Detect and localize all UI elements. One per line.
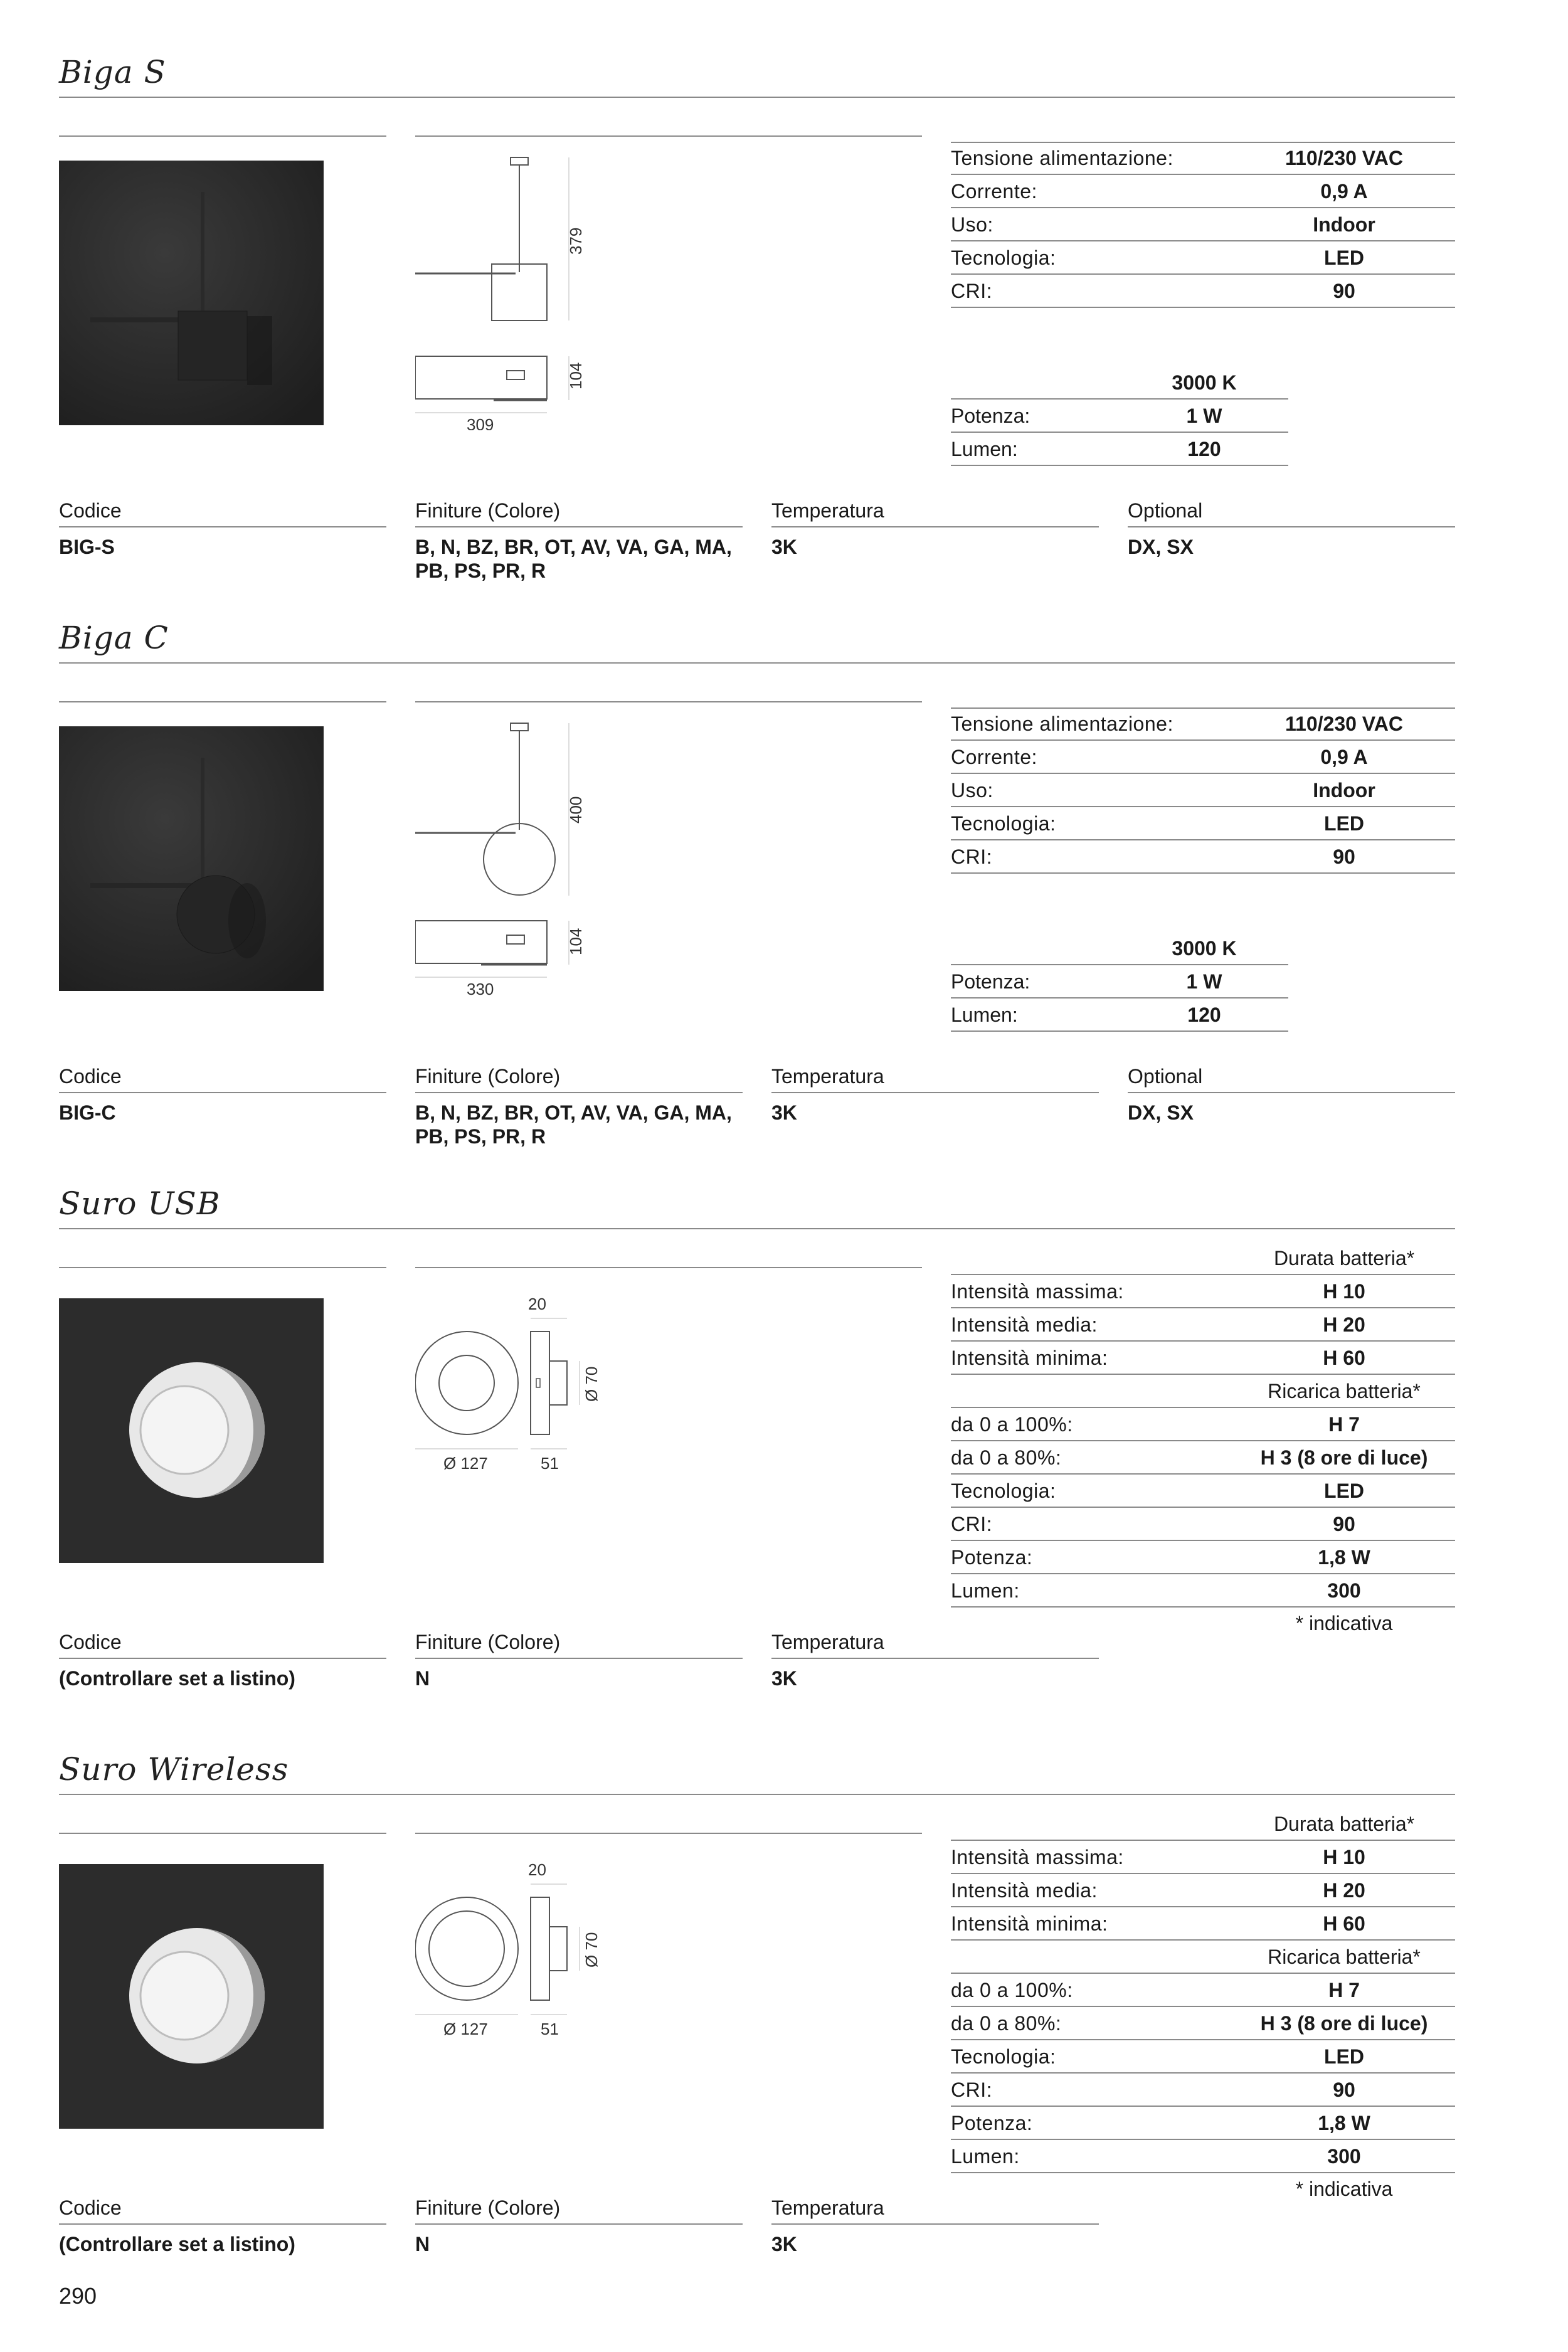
column-rule — [415, 701, 922, 702]
power-header-row — [951, 366, 1288, 400]
column-rule — [415, 1267, 922, 1268]
spec-label: Corrente: — [951, 746, 1037, 768]
info-header: Temperatura — [771, 2196, 1099, 2225]
info-column-temperature — [771, 1065, 1099, 1125]
dimension-depth: 51 — [541, 1454, 559, 1473]
spec-row — [951, 2107, 1455, 2140]
spec-label: Tecnologia: — [951, 1480, 1056, 1502]
info-value: 3K — [771, 1101, 797, 1124]
power-row — [951, 999, 1288, 1032]
technical-drawing — [415, 1858, 628, 2134]
info-value: (Controllare set a listino) — [59, 1667, 295, 1690]
product-title: Biga S — [59, 54, 166, 90]
product-photo — [59, 1864, 324, 2129]
spec-label: Tecnologia: — [951, 246, 1056, 269]
dimension-diameter: Ø 127 — [443, 2020, 488, 2038]
product-title: Suro Wireless — [59, 1751, 289, 1788]
info-value: DX, SX — [1128, 536, 1194, 558]
spec-value: 90 — [1333, 2079, 1355, 2101]
spec-label: Tecnologia: — [951, 2045, 1056, 2068]
spec-value: H 20 — [1323, 1879, 1365, 1902]
spec-row — [951, 807, 1455, 840]
info-header: Optional — [1128, 1065, 1455, 1093]
power-value: 1 W — [1186, 970, 1222, 993]
dimension-width: 330 — [467, 980, 494, 996]
power-value: 120 — [1187, 438, 1221, 460]
temperature-header: 3000 K — [1172, 937, 1237, 960]
info-value: B, N, BZ, BR, OT, AV, VA, GA, MA, PB, PS, PR, R — [415, 1101, 732, 1148]
info-header: Temperatura — [771, 1065, 1099, 1093]
spec-value: H 10 — [1323, 1280, 1365, 1303]
info-header: Finiture (Colore) — [415, 1631, 743, 1659]
info-header: Codice — [59, 1065, 386, 1093]
info-value: BIG-S — [59, 536, 115, 558]
title-rule — [59, 97, 1455, 98]
spec-row — [951, 1874, 1455, 1907]
spec-row — [951, 1475, 1455, 1508]
spec-row — [951, 2007, 1455, 2040]
info-header: Finiture (Colore) — [415, 2196, 743, 2225]
spec-row — [951, 142, 1455, 175]
power-row — [951, 400, 1288, 433]
spec-value: 90 — [1333, 280, 1355, 302]
info-header: Optional — [1128, 499, 1455, 527]
spec-row — [951, 1841, 1455, 1874]
info-header: Finiture (Colore) — [415, 1065, 743, 1093]
spec-value: H 7 — [1328, 1979, 1360, 2001]
spec-row — [951, 2040, 1455, 2074]
info-column-code — [59, 2196, 386, 2256]
dimension-top: 20 — [528, 1860, 546, 1879]
spec-label: Intensità media: — [951, 1879, 1098, 1902]
spec-row — [951, 1342, 1455, 1375]
recharge-header-row — [951, 1375, 1455, 1408]
info-column-temperature — [771, 499, 1099, 559]
spec-label: Tensione alimentazione: — [951, 712, 1173, 735]
spec-row — [951, 175, 1455, 208]
dimension-height-top: 379 — [566, 227, 585, 255]
battery-header-row — [951, 1242, 1455, 1275]
power-row — [951, 965, 1288, 999]
info-column-temperature — [771, 2196, 1099, 2256]
spec-label: Corrente: — [951, 180, 1037, 203]
info-column-temperature — [771, 1631, 1099, 1690]
spec-label: Potenza: — [951, 1546, 1033, 1569]
spec-value: 1,8 W — [1318, 1546, 1370, 1569]
dimension-height-top: 400 — [566, 796, 585, 824]
title-rule — [59, 1228, 1455, 1229]
page-number: 290 — [59, 2283, 97, 2309]
spec-value: 1,8 W — [1318, 2112, 1370, 2134]
spec-value: H 7 — [1328, 1413, 1360, 1436]
info-column-finishes — [415, 2196, 743, 2256]
power-header-row — [951, 932, 1288, 965]
product-title: Biga C — [59, 620, 169, 656]
spec-label: Uso: — [951, 213, 993, 236]
spec-value: 0,9 A — [1320, 180, 1368, 203]
info-value: DX, SX — [1128, 1101, 1194, 1124]
spec-row — [951, 1974, 1455, 2007]
info-column-optional — [1128, 1065, 1455, 1125]
info-column-code — [59, 1065, 386, 1125]
power-label: Lumen: — [951, 1004, 1018, 1026]
spec-value: H 60 — [1323, 1912, 1365, 1935]
dimension-side: Ø 70 — [582, 1366, 601, 1402]
spec-label: Intensità media: — [951, 1313, 1098, 1336]
spec-label: Lumen: — [951, 1579, 1020, 1602]
power-value: 120 — [1187, 1004, 1221, 1026]
column-rule — [415, 1833, 922, 1834]
dimension-diameter: Ø 127 — [443, 1454, 488, 1473]
info-header: Codice — [59, 1631, 386, 1659]
column-rule — [59, 1267, 386, 1268]
spec-row — [951, 2140, 1455, 2173]
spec-value: 0,9 A — [1320, 746, 1368, 768]
spec-label: CRI: — [951, 280, 992, 302]
column-rule — [59, 1833, 386, 1834]
dimension-top: 20 — [528, 1295, 546, 1313]
spec-value: H 20 — [1323, 1313, 1365, 1336]
info-column-finishes — [415, 1065, 743, 1148]
dimension-height-bottom: 104 — [566, 928, 585, 955]
info-value: N — [415, 2233, 430, 2255]
technical-drawing — [415, 1292, 628, 1568]
spec-row — [951, 275, 1455, 308]
power-label: Lumen: — [951, 438, 1018, 460]
product-title: Suro USB — [59, 1185, 221, 1222]
info-header: Temperatura — [771, 499, 1099, 527]
dimension-side: Ø 70 — [582, 1932, 601, 1968]
spec-value: 90 — [1333, 845, 1355, 868]
power-row — [951, 433, 1288, 466]
spec-label: da 0 a 80%: — [951, 2012, 1062, 2035]
product-photo — [59, 161, 324, 425]
recharge-header: Ricarica batteria* — [1268, 1946, 1421, 1968]
info-value: BIG-C — [59, 1101, 116, 1124]
spec-table — [951, 707, 1455, 874]
info-header: Temperatura — [771, 1631, 1099, 1659]
title-rule — [59, 1794, 1455, 1795]
spec-label: Uso: — [951, 779, 993, 802]
spec-value: 300 — [1327, 2145, 1361, 2168]
product-photo — [59, 1298, 324, 1563]
spec-value: 90 — [1333, 1513, 1355, 1535]
info-value: (Controllare set a listino) — [59, 2233, 295, 2255]
footnote: * indicativa — [1295, 2178, 1393, 2200]
info-column-finishes — [415, 1631, 743, 1690]
info-value: 3K — [771, 536, 797, 558]
info-header: Codice — [59, 499, 386, 527]
spec-row — [951, 1508, 1455, 1541]
info-column-code — [59, 1631, 386, 1690]
spec-value: 110/230 VAC — [1285, 712, 1403, 735]
spec-value: H 3 (8 ore di luce) — [1260, 1446, 1428, 1469]
spec-row — [951, 1541, 1455, 1574]
footnote: * indicativa — [1295, 1612, 1393, 1634]
title-rule — [59, 662, 1455, 664]
spec-value: H 10 — [1323, 1846, 1365, 1868]
spec-value: LED — [1324, 246, 1364, 269]
power-label: Potenza: — [951, 405, 1030, 427]
spec-row — [951, 707, 1455, 741]
battery-duration-header: Durata batteria* — [1273, 1813, 1415, 1835]
power-label: Potenza: — [951, 970, 1030, 993]
column-rule — [415, 135, 922, 137]
spec-row — [951, 208, 1455, 241]
spec-row — [951, 741, 1455, 774]
info-value: 3K — [771, 2233, 797, 2255]
spec-table — [951, 142, 1455, 308]
spec-label: Potenza: — [951, 2112, 1033, 2134]
technical-drawing — [415, 720, 628, 996]
spec-row — [951, 241, 1455, 275]
spec-label: Tecnologia: — [951, 812, 1056, 835]
spec-row — [951, 1275, 1455, 1308]
spec-row — [951, 1574, 1455, 1608]
spec-value: 110/230 VAC — [1285, 147, 1403, 169]
battery-duration-table — [951, 1808, 1455, 2173]
spec-value: LED — [1324, 2045, 1364, 2068]
product-photo — [59, 726, 324, 991]
info-header: Codice — [59, 2196, 386, 2225]
spec-value: 300 — [1327, 1579, 1361, 1602]
technical-drawing — [415, 154, 628, 430]
spec-label: da 0 a 100%: — [951, 1979, 1073, 2001]
info-value: 3K — [771, 1667, 797, 1690]
battery-duration-header: Durata batteria* — [1273, 1247, 1415, 1269]
dimension-depth: 51 — [541, 2020, 559, 2038]
spec-value: LED — [1324, 812, 1364, 835]
spec-label: da 0 a 100%: — [951, 1413, 1073, 1436]
column-rule — [59, 135, 386, 137]
spec-label: Lumen: — [951, 2145, 1020, 2168]
column-rule — [59, 701, 386, 702]
spec-value: LED — [1324, 1480, 1364, 1502]
spec-value: H 60 — [1323, 1347, 1365, 1369]
spec-label: CRI: — [951, 2079, 992, 2101]
spec-label: Intensità minima: — [951, 1347, 1108, 1369]
power-table — [951, 932, 1288, 1032]
info-column-finishes — [415, 499, 743, 583]
dimension-height-bottom: 104 — [566, 362, 585, 389]
info-value: N — [415, 1667, 430, 1690]
info-column-code — [59, 499, 386, 559]
recharge-header-row — [951, 1941, 1455, 1974]
battery-header-row — [951, 1808, 1455, 1841]
spec-value: H 3 (8 ore di luce) — [1260, 2012, 1428, 2035]
spec-label: CRI: — [951, 1513, 992, 1535]
info-value: B, N, BZ, BR, OT, AV, VA, GA, MA, PB, PS, PR, R — [415, 536, 732, 582]
temperature-header: 3000 K — [1172, 371, 1237, 394]
spec-value: Indoor — [1313, 213, 1375, 236]
spec-label: Intensità massima: — [951, 1846, 1124, 1868]
spec-label: Intensità minima: — [951, 1912, 1108, 1935]
spec-label: da 0 a 80%: — [951, 1446, 1062, 1469]
spec-label: CRI: — [951, 845, 992, 868]
spec-label: Intensità massima: — [951, 1280, 1124, 1303]
spec-label: Tensione alimentazione: — [951, 147, 1173, 169]
spec-row — [951, 774, 1455, 807]
spec-row — [951, 1308, 1455, 1342]
battery-duration-table — [951, 1242, 1455, 1608]
spec-row — [951, 1907, 1455, 1941]
dimension-width: 309 — [467, 415, 494, 430]
power-table — [951, 366, 1288, 466]
spec-value: Indoor — [1313, 779, 1375, 802]
spec-row — [951, 840, 1455, 874]
power-value: 1 W — [1186, 405, 1222, 427]
spec-row — [951, 1441, 1455, 1475]
spec-row — [951, 2074, 1455, 2107]
spec-row — [951, 1408, 1455, 1441]
info-header: Finiture (Colore) — [415, 499, 743, 527]
info-column-optional — [1128, 499, 1455, 559]
recharge-header: Ricarica batteria* — [1268, 1380, 1421, 1402]
